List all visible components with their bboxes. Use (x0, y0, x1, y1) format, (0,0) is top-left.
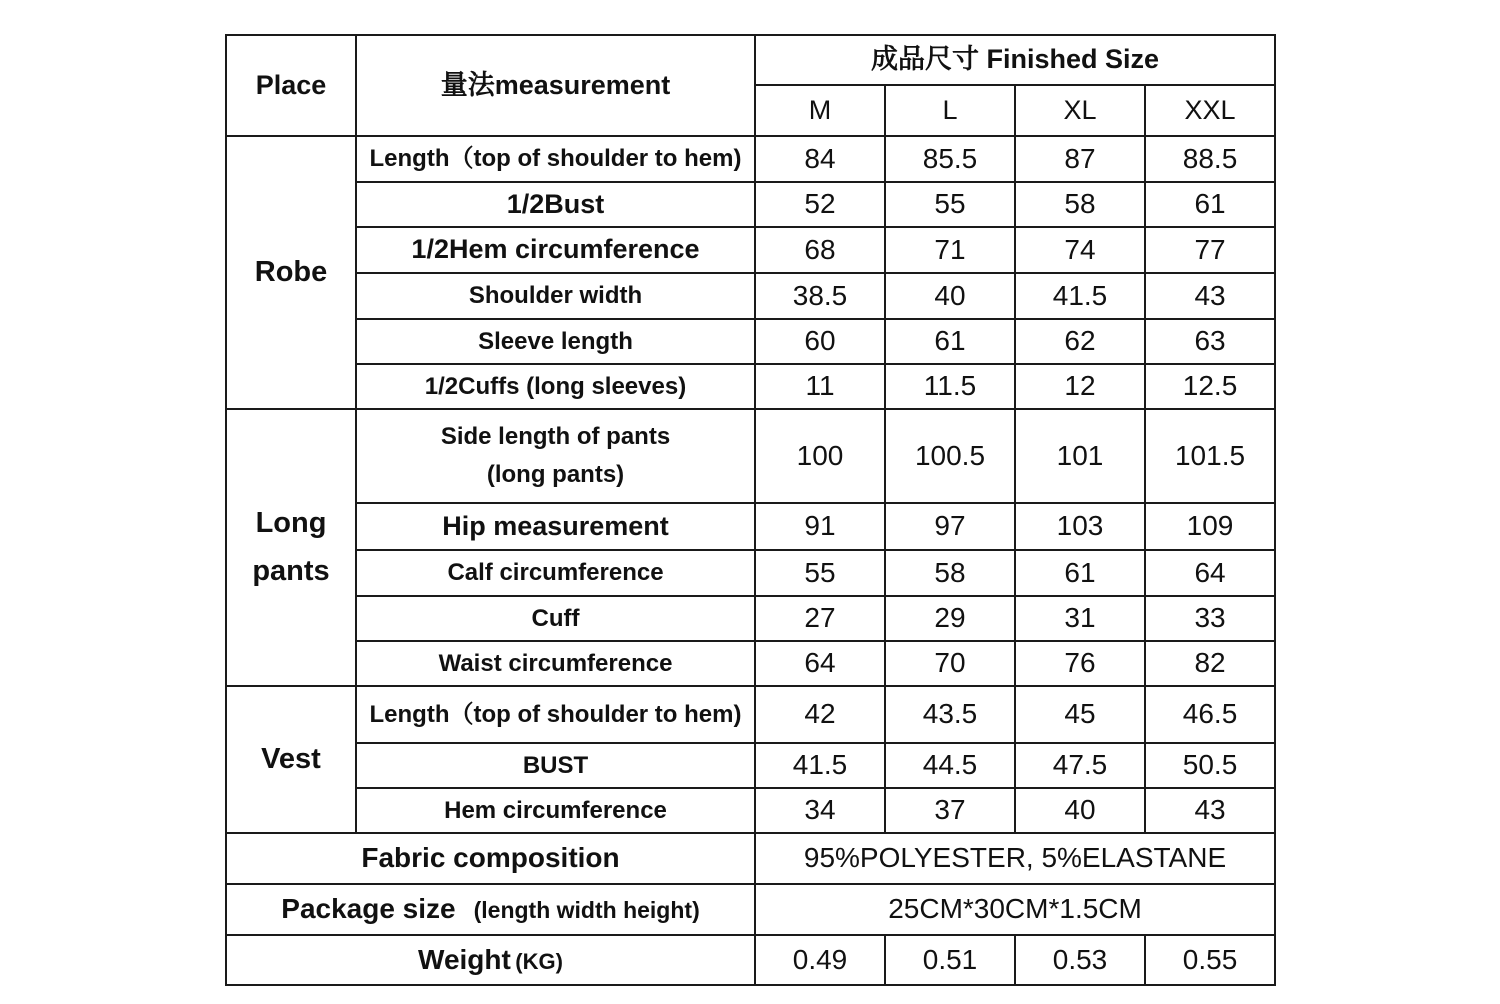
package-sub-label: (length width height) (473, 897, 700, 924)
value-cell: 29 (885, 596, 1015, 641)
measurement-label: BUST (356, 743, 755, 788)
measurement-label: Waist circumference (356, 641, 755, 686)
value-cell: 61 (885, 319, 1015, 364)
place-line: Long (255, 507, 327, 540)
table-row (226, 686, 1275, 743)
table-row (226, 273, 1275, 319)
place-line: pants (252, 554, 330, 587)
measurement-label: 1/2Bust (356, 182, 755, 227)
value-cell: 63 (1145, 319, 1275, 364)
value-cell: 40 (885, 273, 1015, 319)
value-cell: 100 (755, 409, 885, 503)
fabric-label: Fabric composition (226, 833, 755, 884)
place-long-pants (226, 409, 356, 686)
value-cell: 43.5 (885, 686, 1015, 743)
measurement-label-line: Side length of pants (440, 423, 671, 451)
value-cell: 50.5 (1145, 743, 1275, 788)
value-cell: 84 (755, 136, 885, 182)
header-finished-size: 成品尺寸 Finished Size (755, 35, 1275, 85)
value-cell: 61 (1015, 550, 1145, 596)
value-cell: 91 (755, 503, 885, 550)
table-row (226, 596, 1275, 641)
weight-label: Weight (418, 943, 511, 975)
size-chart-table (225, 34, 1276, 986)
value-cell: 77 (1145, 227, 1275, 273)
value-cell: 37 (885, 788, 1015, 833)
value-cell: 70 (885, 641, 1015, 686)
package-label-cell (226, 884, 755, 935)
value-cell: 43 (1145, 788, 1275, 833)
measurement-label: Shoulder width (356, 273, 755, 319)
value-cell: 109 (1145, 503, 1275, 550)
measurement-label: Hem circumference (356, 788, 755, 833)
measurement-label: Length（top of shoulder to hem) (356, 136, 755, 182)
weight-label-cell (226, 935, 755, 985)
measurement-label: Hip measurement (356, 503, 755, 550)
size-label: M (755, 85, 885, 136)
place-vest: Vest (226, 686, 356, 833)
measurement-label: Length（top of shoulder to hem) (356, 686, 755, 743)
value-cell: 87 (1015, 136, 1145, 182)
table-row (226, 641, 1275, 686)
package-label: Package size (281, 893, 456, 925)
value-cell: 31 (1015, 596, 1145, 641)
measurement-label: Calf circumference (356, 550, 755, 596)
value-cell: 101.5 (1145, 409, 1275, 503)
package-row (226, 884, 1275, 935)
size-label: L (885, 85, 1015, 136)
value-cell: 64 (755, 641, 885, 686)
value-cell: 71 (885, 227, 1015, 273)
value-cell: 62 (1015, 319, 1145, 364)
value-cell: 41.5 (1015, 273, 1145, 319)
weight-unit: (KG) (515, 948, 563, 974)
value-cell: 38.5 (755, 273, 885, 319)
value-cell: 55 (885, 182, 1015, 227)
weight-value: 0.55 (1145, 935, 1275, 985)
value-cell: 12.5 (1145, 364, 1275, 409)
value-cell: 47.5 (1015, 743, 1145, 788)
value-cell: 40 (1015, 788, 1145, 833)
measurement-label: Cuff (356, 596, 755, 641)
header-place: Place (226, 35, 356, 136)
value-cell: 43 (1145, 273, 1275, 319)
value-cell: 97 (885, 503, 1015, 550)
value-cell: 46.5 (1145, 686, 1275, 743)
value-cell: 33 (1145, 596, 1275, 641)
value-cell: 82 (1145, 641, 1275, 686)
value-cell: 101 (1015, 409, 1145, 503)
value-cell: 100.5 (885, 409, 1015, 503)
value-cell: 12 (1015, 364, 1145, 409)
value-cell: 41.5 (755, 743, 885, 788)
table-row (226, 409, 1275, 503)
value-cell: 11 (755, 364, 885, 409)
value-cell: 103 (1015, 503, 1145, 550)
table-row (226, 319, 1275, 364)
table-row (226, 182, 1275, 227)
header-measurement: 量法measurement (356, 35, 755, 136)
measurement-label: 1/2Cuffs (long sleeves) (356, 364, 755, 409)
table-row (226, 227, 1275, 273)
header-row (226, 35, 1275, 85)
value-cell: 64 (1145, 550, 1275, 596)
value-cell: 61 (1145, 182, 1275, 227)
place-robe: Robe (226, 136, 356, 409)
value-cell: 88.5 (1145, 136, 1275, 182)
size-label: XXL (1145, 85, 1275, 136)
weight-value: 0.49 (755, 935, 885, 985)
value-cell: 76 (1015, 641, 1145, 686)
weight-value: 0.51 (885, 935, 1015, 985)
measurement-label-line: (long pants) (486, 461, 625, 488)
value-cell: 74 (1015, 227, 1145, 273)
value-cell: 85.5 (885, 136, 1015, 182)
value-cell: 60 (755, 319, 885, 364)
table-row (226, 364, 1275, 409)
measurement-label (356, 409, 755, 503)
fabric-value: 95%POLYESTER, 5%ELASTANE (755, 833, 1275, 884)
value-cell: 68 (755, 227, 885, 273)
measurement-label: 1/2Hem circumference (356, 227, 755, 273)
measurement-label: Sleeve length (356, 319, 755, 364)
value-cell: 58 (1015, 182, 1145, 227)
size-label: XL (1015, 85, 1145, 136)
value-cell: 45 (1015, 686, 1145, 743)
table-row (226, 550, 1275, 596)
table-row (226, 136, 1275, 182)
value-cell: 58 (885, 550, 1015, 596)
weight-value: 0.53 (1015, 935, 1145, 985)
value-cell: 42 (755, 686, 885, 743)
table-row (226, 503, 1275, 550)
value-cell: 11.5 (885, 364, 1015, 409)
package-value: 25CM*30CM*1.5CM (755, 884, 1275, 935)
table-row (226, 788, 1275, 833)
value-cell: 44.5 (885, 743, 1015, 788)
value-cell: 27 (755, 596, 885, 641)
table-row (226, 743, 1275, 788)
fabric-row (226, 833, 1275, 884)
value-cell: 52 (755, 182, 885, 227)
weight-row (226, 935, 1275, 985)
value-cell: 55 (755, 550, 885, 596)
value-cell: 34 (755, 788, 885, 833)
